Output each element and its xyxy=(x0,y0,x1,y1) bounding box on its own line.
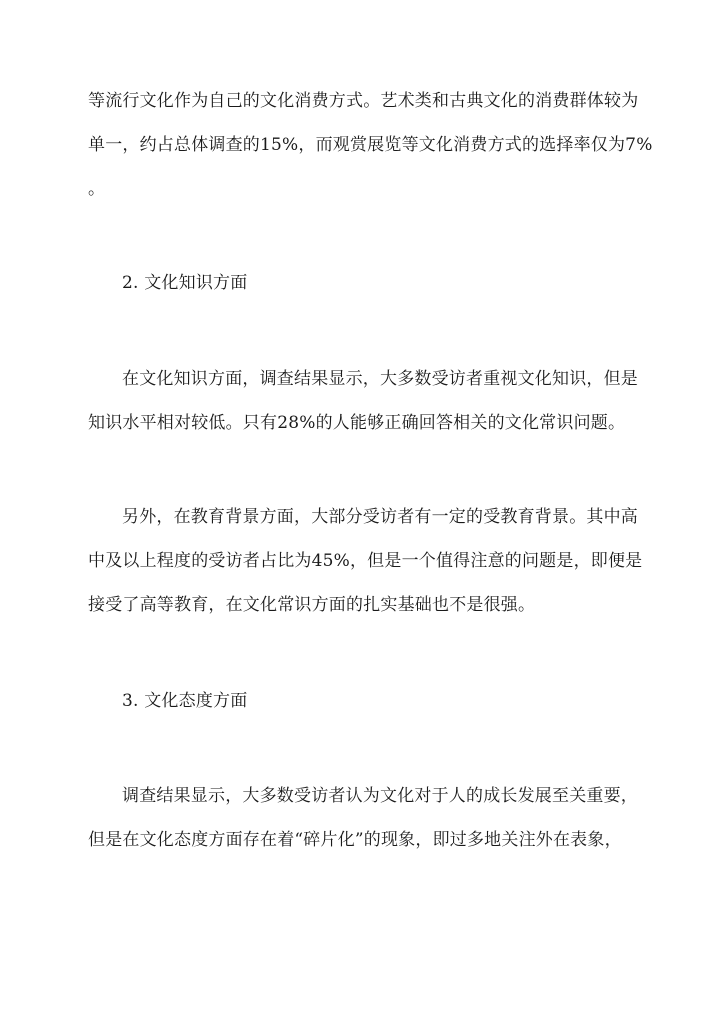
paragraph-line: 但是在文化态度方面存在着“碎片化”的现象，即过多地关注外在表象， xyxy=(88,830,622,850)
paragraph-line: 。 xyxy=(88,179,106,199)
paragraph-line: 在文化知识方面，调查结果显示，大多数受访者重视文化知识，但是 xyxy=(122,369,638,389)
paragraph-line: 等流行文化作为自己的文化消费方式。艺术类和古典文化的消费群体较为 xyxy=(88,91,639,111)
paragraph-line: 单一，约占总体调查的15%，而观赏展览等文化消费方式的选择率仅为7% xyxy=(88,135,653,155)
section-heading: 2. 文化知识方面 xyxy=(122,273,248,293)
paragraph-line: 接受了高等教育，在文化常识方面的扎实基础也不是很强。 xyxy=(88,595,536,615)
paragraph-line: 中及以上程度的受访者占比为45%，但是一个值得注意的问题是，即便是 xyxy=(88,551,643,571)
paragraph-line: 调查结果显示，大多数受访者认为文化对于人的成长发展至关重要， xyxy=(122,786,638,806)
paragraph-line: 另外，在教育背景方面，大部分受访者有一定的受教育背景。其中高 xyxy=(122,507,638,527)
paragraph-line: 知识水平相对较低。只有28%的人能够正确回答相关的文化常识问题。 xyxy=(88,413,626,433)
section-heading: 3. 文化态度方面 xyxy=(122,691,248,711)
